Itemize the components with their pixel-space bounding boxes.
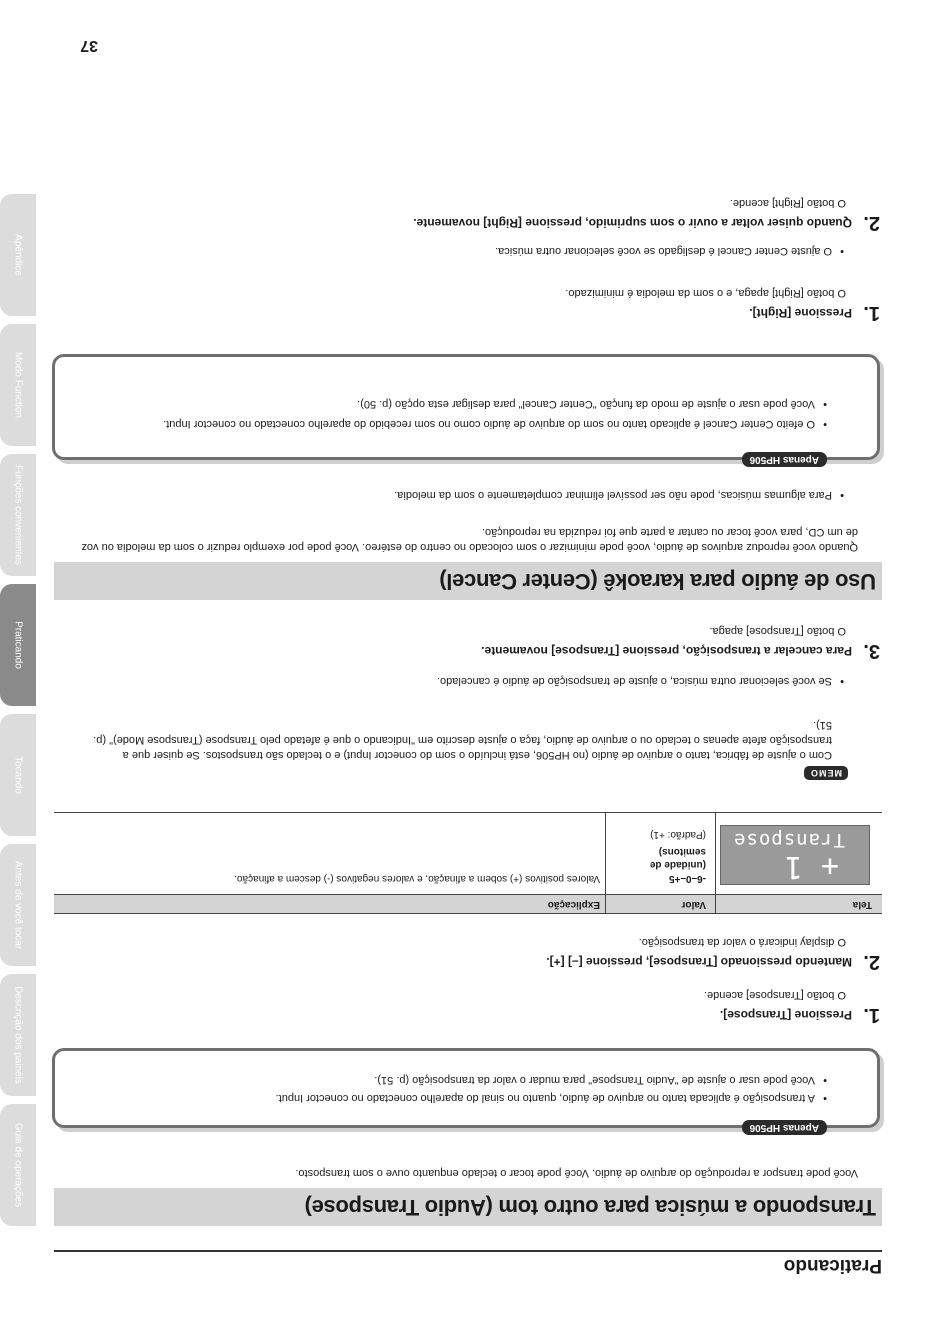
explanation-text: Valores positivos (+) sobem a afinação, e valores negativos (-) descem a afinação. <box>234 873 600 884</box>
tab-modo-function[interactable]: Modo Function <box>0 324 36 446</box>
step-number: 2. <box>863 951 880 973</box>
section-label: Praticando <box>783 1255 882 1276</box>
note-item: • A transposição é aplicada tanto no arquivo de áudio, quanto no sinal do aparelho conectado no conector Input. <box>75 1090 829 1105</box>
header-explanation: Explicação <box>547 899 600 910</box>
intro-bullet: • Para algumas músicas, pode não ser possível eliminar completamente o som da melodia. <box>72 487 846 502</box>
step-bullet: • O ajuste Center Cancel é desligado se você selecionar outra música. <box>72 243 846 258</box>
step-result: O botão [Transpose] acende. <box>703 989 846 1001</box>
intro-text: Quando você reproduz arquivos de áudio, você pode minimizar o som colocado no centro do estéreo. Você pode por exemplo reduzir o som da melodia ou voz de um CD, para você tocar ou cantar a parte que foi reduzida na reprodução. <box>81 526 858 553</box>
step-text: Pressione [Transpose]. <box>719 1008 852 1022</box>
column-divider <box>605 813 606 913</box>
hp506-note-box <box>52 354 880 465</box>
section-title-bar-center-cancel <box>54 562 882 600</box>
step-text: Quando quiser voltar a ouvir o som suprimido, pressione [Right] novamente. <box>413 216 852 230</box>
value-default: (Padrão: +1) <box>650 829 706 840</box>
section-title: Transpondo a música para outro tom (Audio Transpose) <box>304 1195 876 1220</box>
section-title-bar-transpose <box>54 1188 882 1226</box>
step-number: 1. <box>863 302 880 324</box>
step-result: O display indicará o valor da transposição. <box>638 936 846 948</box>
step-result: O botão [Right] apaga, e o som da melodia é minimizado. <box>565 287 846 299</box>
note-item: • Você pode usar o ajuste de "Audio Transpose" para mudar o valor da transposição (p. 51). <box>75 1072 829 1087</box>
memo-badge: MEMO <box>804 766 848 780</box>
section-title: Uso de áudio para karaokê (Center Cancel) <box>439 569 876 594</box>
step-result: O botão [Transpose] apaga. <box>709 625 846 637</box>
value-range: -6–0–+5 <box>669 873 706 884</box>
tab-apendice[interactable]: Apêndice <box>0 194 36 316</box>
step-text: Mantendo pressionado [Transpose], pressione [–] [+]. <box>546 955 852 969</box>
lcd-value: + 1 <box>784 849 839 884</box>
tab-antes-de-voce-tocar[interactable]: Antes de você tocar <box>0 844 36 966</box>
transpose-table <box>54 812 882 914</box>
tab-guia-de-operacoes[interactable]: Guia de operações <box>0 1104 36 1226</box>
note-item: • O efeito Center Cancel é aplicado tanto no som do arquivo de áudio como no som recebido do aparelho conectado no conector Input. <box>75 416 829 431</box>
step-text: Para cancelar a transposição, pressione [Transpose] novamente. <box>481 644 852 658</box>
step-number: 2. <box>863 212 880 234</box>
step-result: O botão [Right] acende. <box>729 197 846 209</box>
table-header <box>54 894 882 913</box>
tab-descricao-dos-paineis[interactable]: Descrição dos painéis <box>0 974 36 1096</box>
page-number: 37 <box>80 37 98 54</box>
hp506-note-box <box>52 1048 880 1133</box>
tab-praticando[interactable]: Praticando <box>0 584 36 706</box>
top-rule <box>54 1250 882 1252</box>
lcd-label: Transpose <box>733 829 845 851</box>
note-item: • Você pode usar o ajuste de modo da função "Center Cancel" para desligar esta opção (p. 50). <box>75 396 829 411</box>
header-screen: Tela <box>852 899 872 910</box>
memo-text: Com o ajuste de fábrica, tanto o arquivo de áudio (no HP506, está incluído o som do conector Input) e o teclado são transpostos. Se quiser que a transposição afete apenas o teclado ou o arquivo de áudio, faça o ajuste descrito em "Indicando o que é afetado pelo Transpose (Transpose Mode)" (p. 51). <box>93 719 832 761</box>
memo-bullet: • Se você selecionar outra música, o ajuste de transposição de áudio é cancelado. <box>72 673 846 688</box>
header-value: Valor <box>681 899 706 910</box>
value-unit: (unidade de semitons) <box>649 846 706 870</box>
column-divider <box>715 813 716 913</box>
lcd-display <box>720 825 870 885</box>
note-badge: Apenas HP506 <box>742 452 827 467</box>
intro-text: Você pode transpor a reprodução do arquivo de áudio. Você pode tocar o teclado enquanto ouve o som transposto. <box>295 1167 858 1179</box>
tab-funcoes-convenientes[interactable]: Funções convenientes <box>0 454 36 576</box>
step-text: Pressione [Right]. <box>749 306 852 320</box>
tab-tocando[interactable]: Tocando <box>0 714 36 836</box>
step-number: 3. <box>863 640 880 662</box>
step-number: 1. <box>863 1004 880 1026</box>
note-badge: Apenas HP506 <box>742 1120 827 1135</box>
